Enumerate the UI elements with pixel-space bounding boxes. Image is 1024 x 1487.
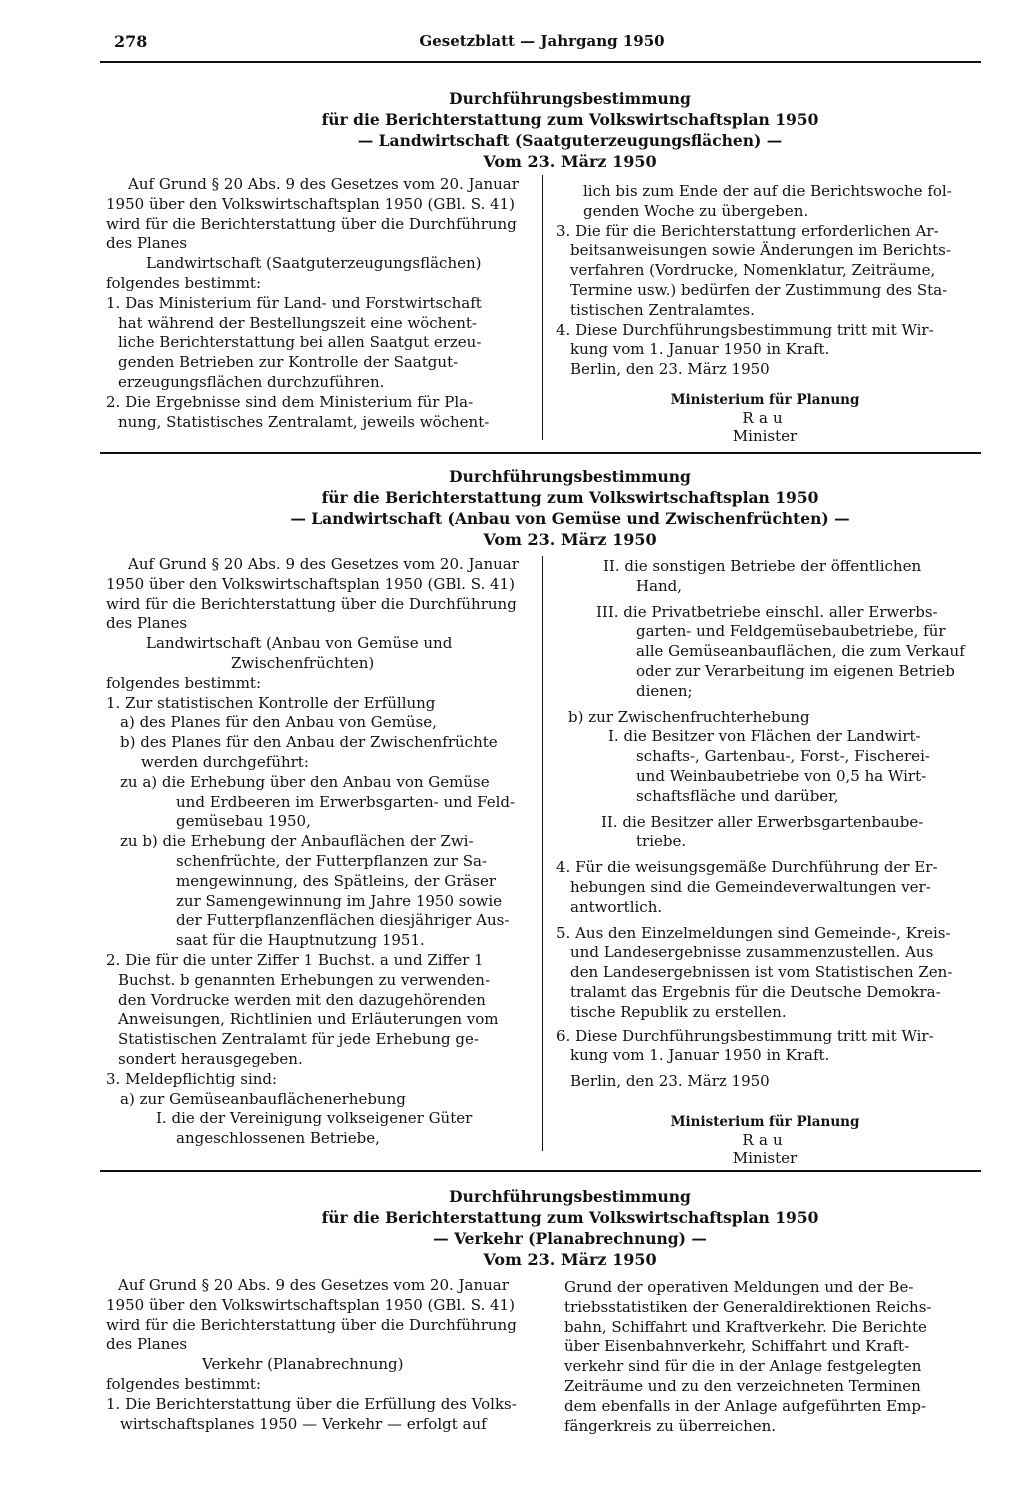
text-line: tralamt das Ergebnis für die Deutsche Demokra- xyxy=(570,982,941,1001)
text-line: wird für die Berichterstattung über die Durchführung xyxy=(106,1315,517,1334)
text-line: genden Woche zu übergeben. xyxy=(583,201,809,220)
signature-authority: Ministerium für Planung xyxy=(670,392,860,408)
section-date: Vom 23. März 1950 xyxy=(483,152,657,171)
text-line: schenfrüchte, der Futterpflanzen zur Sa- xyxy=(176,851,487,870)
text-line: erzeugungsflächen durchzuführen. xyxy=(118,372,385,391)
section-1-title xyxy=(180,88,960,172)
signature-name: Rau xyxy=(742,409,788,427)
header-rule xyxy=(100,61,981,63)
text-line: fängerkreis zu überreichen. xyxy=(564,1416,777,1435)
text-line: des Planes xyxy=(106,1335,188,1354)
text-line: Zwischenfrüchten) xyxy=(231,653,375,672)
text-line: den Landesergebnissen ist vom Statistischen Zen- xyxy=(570,963,953,982)
column-divider xyxy=(542,175,543,440)
text-line: a) zur Gemüseanbauflächenerhebung xyxy=(120,1089,406,1108)
text-line: Buchst. b genannten Erhebungen zu verwenden- xyxy=(118,970,491,989)
text-line: Zeiträume und zu den verzeichneten Terminen xyxy=(564,1376,921,1395)
section-title-line: Durchführungsbestimmung xyxy=(449,467,691,486)
section-3-left-column xyxy=(106,1276,538,1434)
signature-authority: Ministerium für Planung xyxy=(670,1114,860,1130)
text-line: dienen; xyxy=(636,681,693,700)
section-divider xyxy=(100,1170,981,1172)
text-line: 1. Das Ministerium für Land- und Forstwirtschaft xyxy=(106,293,482,312)
text-line: 1950 über den Volkswirtschaftsplan 1950 (GBl. S. 41) xyxy=(106,574,515,593)
section-2-title xyxy=(180,466,960,550)
text-line: Berlin, den 23. März 1950 xyxy=(570,360,770,379)
section-date: Vom 23. März 1950 xyxy=(483,1250,657,1269)
text-line: den Vordrucke werden mit den dazugehörenden xyxy=(118,990,486,1009)
text-line: Verkehr (Planabrechnung) xyxy=(202,1355,404,1374)
text-line: und Landesergebnisse zusammenzustellen. Aus xyxy=(570,943,934,962)
text-line: 1. Die Berichterstattung über die Erfüllung des Volks- xyxy=(106,1394,517,1413)
section-title-line: — Landwirtschaft (Anbau von Gemüse und Zwischenfrüchten) — xyxy=(290,509,850,528)
text-line: über Eisenbahnverkehr, Schiffahrt und Kraft- xyxy=(564,1337,910,1356)
text-line: triebsstatistiken der Generaldirektionen Reichs- xyxy=(564,1297,932,1316)
text-line: gemüsebau 1950, xyxy=(176,812,311,831)
text-line: hebungen sind die Gemeindeverwaltungen ver- xyxy=(570,877,931,896)
text-line: oder zur Verarbeitung im eigenen Betrieb xyxy=(636,661,955,680)
text-line: a) des Planes für den Anbau von Gemüse, xyxy=(120,713,437,732)
text-line: des Planes xyxy=(106,234,188,253)
text-line: lich bis zum Ende der auf die Berichtswoche fol- xyxy=(583,182,952,200)
section-1-left-column xyxy=(106,175,538,432)
signature-role: Minister xyxy=(732,427,798,445)
text-line: 1950 über den Volkswirtschaftsplan 1950 (GBl. S. 41) xyxy=(106,194,515,213)
text-line: dem ebenfalls in der Anlage aufgeführten Emp- xyxy=(564,1396,927,1415)
text-line: beitsanweisungen sowie Änderungen im Berichts- xyxy=(570,241,951,260)
text-line: 2. Die für die unter Ziffer 1 Buchst. a und Ziffer 1 xyxy=(106,950,484,969)
text-line: verfahren (Vordrucke, Nomenklatur, Zeiträume, xyxy=(570,261,936,280)
text-line: Anweisungen, Richtlinien und Erläuterungen vom xyxy=(118,1010,499,1029)
section-title-line: für die Berichterstattung zum Volkswirtschaftsplan 1950 xyxy=(321,110,819,129)
text-line: saat für die Hauptnutzung 1951. xyxy=(176,931,425,950)
text-line: 6. Diese Durchführungsbestimmung tritt mit Wir- xyxy=(556,1026,934,1045)
text-line: mengewinnung, des Spätleins, der Gräser xyxy=(176,871,497,890)
text-line: und Erdbeeren im Erwerbsgarten- und Feld- xyxy=(176,792,516,811)
text-line: bahn, Schiffahrt und Kraftverkehr. Die Berichte xyxy=(564,1317,927,1336)
text-line: nung, Statistisches Zentralamt, jeweils wöchent- xyxy=(118,412,490,431)
text-line: b) zur Zwischenfruchterhebung xyxy=(568,707,810,726)
text-line: sondert herausgegeben. xyxy=(118,1049,303,1068)
text-line: 2. Die Ergebnisse sind dem Ministerium für Pla- xyxy=(106,392,474,411)
text-line: schafts-, Gartenbau-, Forst-, Fischerei- xyxy=(636,747,930,766)
text-line: I. die der Vereinigung volkseigener Güter xyxy=(156,1109,473,1128)
section-divider xyxy=(100,452,981,454)
section-title-line: Durchführungsbestimmung xyxy=(449,1187,691,1206)
text-line: b) des Planes für den Anbau der Zwischenfrüchte xyxy=(120,733,498,752)
text-line: zur Samengewinnung im Jahre 1950 sowie xyxy=(176,891,503,910)
text-line: tistischen Zentralamtes. xyxy=(570,300,755,319)
text-line: Hand, xyxy=(636,576,683,595)
text-line: antwortlich. xyxy=(570,897,663,916)
text-line: genden Betrieben zur Kontrolle der Saatgut- xyxy=(118,353,459,372)
text-line: liche Berichterstattung bei allen Saatgut erzeu- xyxy=(118,333,482,352)
text-line: zu a) die Erhebung über den Anbau von Gemüse xyxy=(120,772,490,791)
text-line: zu b) die Erhebung der Anbauflächen der Zwi- xyxy=(120,832,474,851)
text-line: werden durchgeführt: xyxy=(141,752,309,771)
text-line: 5. Aus den Einzelmeldungen sind Gemeinde-, Kreis- xyxy=(556,923,951,942)
text-line: Auf Grund § 20 Abs. 9 des Gesetzes vom 20. Januar xyxy=(128,175,519,193)
signature-block xyxy=(640,391,890,445)
text-line: schaftsfläche und darüber, xyxy=(636,786,839,805)
text-line: wird für die Berichterstattung über die Durchführung xyxy=(106,594,517,613)
text-line: und Weinbaubetriebe von 0,5 ha Wirt- xyxy=(636,766,927,785)
section-3-right-column xyxy=(564,1278,989,1436)
section-title-line: für die Berichterstattung zum Volkswirtschaftsplan 1950 xyxy=(321,1208,819,1227)
text-line: des Planes xyxy=(106,614,188,633)
text-line: III. die Privatbetriebe einschl. aller Erwerbs- xyxy=(596,602,938,621)
text-line: hat während der Bestellungszeit eine wöchent- xyxy=(118,313,477,332)
text-line: Berlin, den 23. März 1950 xyxy=(570,1072,770,1091)
section-2-left-column xyxy=(106,555,538,1149)
text-line: garten- und Feldgemüsebaubetriebe, für xyxy=(636,622,946,641)
text-line: 4. Für die weisungsgemäße Durchführung der Er- xyxy=(556,858,938,877)
section-3-title xyxy=(180,1186,960,1270)
text-line: wirtschaftsplanes 1950 — Verkehr — erfolgt auf xyxy=(120,1414,487,1433)
page-number: 278 xyxy=(114,32,148,51)
text-line: Auf Grund § 20 Abs. 9 des Gesetzes vom 20. Januar xyxy=(118,1276,509,1294)
section-title-line: Durchführungsbestimmung xyxy=(449,89,691,108)
text-line: kung vom 1. Januar 1950 in Kraft. xyxy=(570,1046,830,1065)
text-line: Grund der operativen Meldungen und der Be- xyxy=(564,1278,914,1296)
text-line: folgendes bestimmt: xyxy=(106,273,261,292)
signature-block xyxy=(640,1113,890,1167)
column-divider xyxy=(542,556,543,1151)
text-line: Termine usw.) bedürfen der Zustimmung des Sta- xyxy=(570,280,948,299)
text-line: Landwirtschaft (Anbau von Gemüse und xyxy=(146,634,453,653)
text-line: 1950 über den Volkswirtschaftsplan 1950 (GBl. S. 41) xyxy=(106,1295,515,1314)
section-1-right-column xyxy=(556,182,981,380)
section-2-right-column xyxy=(556,557,981,1092)
text-line: kung vom 1. Januar 1950 in Kraft. xyxy=(570,340,830,359)
section-title-line: — Landwirtschaft (Saatguterzeugungsflächen) — xyxy=(357,131,783,150)
text-line: folgendes bestimmt: xyxy=(106,1374,261,1393)
text-line: verkehr sind für die in der Anlage festgelegten xyxy=(564,1357,922,1376)
text-line: Auf Grund § 20 Abs. 9 des Gesetzes vom 20. Januar xyxy=(128,555,519,573)
text-line: 3. Die für die Berichterstattung erforderlichen Ar- xyxy=(556,221,939,240)
signature-role: Minister xyxy=(732,1149,798,1167)
text-line: triebe. xyxy=(636,832,687,851)
text-line: Statistischen Zentralamt für jede Erhebung ge- xyxy=(118,1030,479,1049)
running-title: Gesetzblatt — Jahrgang 1950 xyxy=(419,32,665,50)
text-line: alle Gemüseanbauflächen, die zum Verkauf xyxy=(636,642,965,661)
text-line: 3. Meldepflichtig sind: xyxy=(106,1069,278,1088)
text-line: wird für die Berichterstattung über die Durchführung xyxy=(106,214,517,233)
text-line: II. die Besitzer aller Erwerbsgartenbaube- xyxy=(601,812,924,831)
text-line: folgendes bestimmt: xyxy=(106,673,261,692)
section-title-line: — Verkehr (Planabrechnung) — xyxy=(433,1229,707,1248)
text-line: angeschlossenen Betriebe, xyxy=(176,1129,380,1148)
section-title-line: für die Berichterstattung zum Volkswirtschaftsplan 1950 xyxy=(321,488,819,507)
signature-name: Rau xyxy=(742,1131,788,1149)
text-line: tische Republik zu erstellen. xyxy=(570,1002,787,1021)
text-line: 4. Diese Durchführungsbestimmung tritt mit Wir- xyxy=(556,320,934,339)
text-line: 1. Zur statistischen Kontrolle der Erfüllung xyxy=(106,693,436,712)
text-line: der Futterpflanzenflächen diesjähriger Aus- xyxy=(176,911,510,930)
text-line: II. die sonstigen Betriebe der öffentlichen xyxy=(603,557,922,575)
text-line: I. die Besitzer von Flächen der Landwirt- xyxy=(608,727,921,746)
text-line: Landwirtschaft (Saatguterzeugungsflächen) xyxy=(146,254,482,273)
section-date: Vom 23. März 1950 xyxy=(483,530,657,549)
